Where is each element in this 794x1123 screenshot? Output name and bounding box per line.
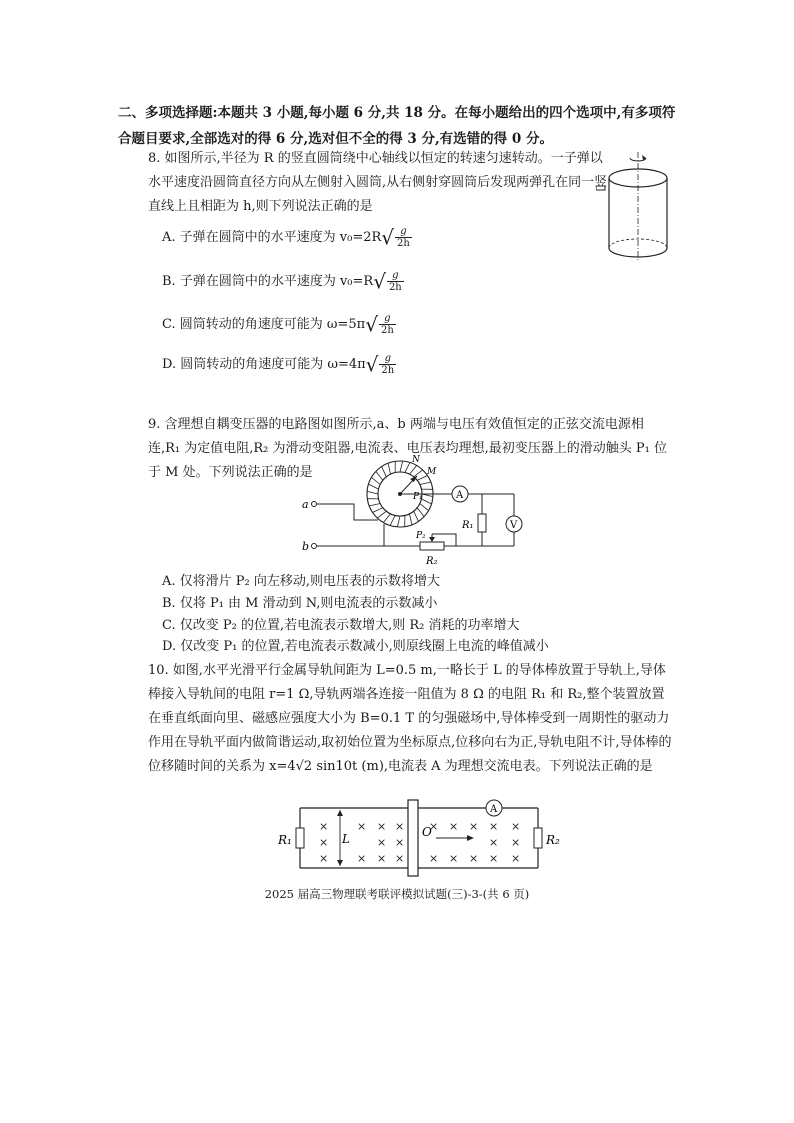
winding-turn — [420, 482, 431, 484]
rail-circuit-figure — [276, 796, 566, 878]
field-cross-icon: × — [377, 852, 387, 865]
option-9a[interactable]: A. 仅将滑片 P₂ 向左移动,则电压表的示数将增大 — [162, 574, 441, 589]
page-footer: 2025 届高三物理联考联评模拟试题(三)-3-(共 6 页) — [264, 887, 530, 901]
field-cross-icon: × — [357, 820, 367, 833]
svg-text:P₂: P₂ — [416, 531, 426, 541]
option-9c[interactable]: C. 仅改变 P₂ 的位置,若电流表示数增大,则 R₂ 消耗的功率增大 — [162, 618, 520, 633]
winding-turn — [405, 463, 410, 473]
winding-turn — [417, 476, 427, 481]
svg-text:R₂: R₂ — [546, 833, 560, 847]
field-cross-icon: × — [489, 852, 499, 865]
svg-text:R₂: R₂ — [426, 556, 438, 567]
winding-turn — [397, 516, 400, 527]
question-8-stem: 8. 如图所示,半径为 R 的竖直圆筒绕中心轴线以恒定的转速匀速转动。一子弹以水平速度沿圆筒直径方向从左侧射入圆筒,从右侧射穿圆筒后发现两弹孔在同一竖直线上且相距为 h,则下列说法正确的是 — [148, 151, 608, 214]
field-cross-icon: × — [377, 836, 387, 849]
field-cross-icon: × — [319, 836, 329, 849]
option-9d[interactable]: D. 仅改变 P₁ 的位置,若电流表示数减小,则原线圈上电流的峰值减小 — [162, 639, 549, 654]
winding-turn — [382, 467, 387, 477]
svg-text:P₁: P₁ — [413, 492, 423, 502]
svg-text:V: V — [510, 520, 518, 531]
field-cross-icon: × — [357, 852, 367, 865]
field-cross-icon: × — [511, 836, 521, 849]
svg-text:O: O — [422, 825, 432, 839]
field-cross-icon: × — [511, 852, 521, 865]
bullet — [596, 186, 605, 190]
field-cross-icon: × — [395, 852, 405, 865]
svg-text:R₁: R₁ — [462, 520, 474, 531]
winding-turn — [369, 484, 379, 489]
field-cross-icon: × — [449, 820, 459, 833]
field-cross-icon: × — [449, 852, 459, 865]
winding-turn — [410, 466, 417, 475]
field-cross-icon: × — [429, 820, 439, 833]
field-cross-icon: × — [319, 820, 329, 833]
cylinder-figure — [596, 148, 680, 264]
conductor-rod — [408, 800, 418, 876]
winding-turn — [376, 471, 383, 480]
winding-turn — [414, 470, 423, 477]
option-8c[interactable]: C. 圆筒转动的角速度可能为 ω=5π√ $\frac{g}{2h}$ — [162, 312, 394, 337]
question-10-stem: 10. 如图,水平光滑平行金属导轨间距为 L=0.5 m,一略长于 L 的导体棒放置于导轨上,导体棒接入导轨间的电阻 r=1 Ω,导轨两端各连接一阻值为 8 Ω 的电阻 R₁ 和 R₂,整个装置放置在垂直纸面向里、磁感应强度大小为 B=0.1 T 的匀强磁场中,导体棒受到一周期性的驱动力作用在导轨平面内做简谐运动,取初始位置为坐标原点,位移向右为正,导轨电阻不计,导体棒的位移随时间的关系为 x=4√2 sin10t (m),电流表 A 为理想交流电表。下列说法正确的是 — [148, 663, 672, 774]
field-cross-icon: × — [377, 820, 387, 833]
winding-turn — [367, 491, 378, 494]
svg-text:A: A — [490, 804, 498, 815]
winding-turn — [383, 514, 390, 523]
winding-turn — [421, 499, 431, 504]
field-cross-icon: × — [319, 852, 329, 865]
svg-text:R₁: R₁ — [278, 833, 292, 847]
resistor-r1 — [478, 514, 486, 532]
svg-text:L: L — [342, 832, 350, 846]
option-8b[interactable]: B. 子弹在圆筒中的水平速度为 v₀=R√ $\frac{g}{2h}$ — [162, 269, 402, 294]
winding-turn — [390, 515, 395, 525]
terminal-a — [312, 502, 317, 507]
field-cross-icon: × — [395, 820, 405, 833]
winding-turn — [417, 508, 424, 517]
winding-turn — [373, 508, 383, 513]
resistor-r2 — [420, 542, 444, 550]
svg-text:b: b — [302, 540, 310, 553]
svg-text:A: A — [456, 490, 464, 501]
winding-turn — [377, 511, 386, 518]
winding-turn — [414, 511, 419, 521]
winding-turn — [420, 504, 429, 511]
field-cross-icon: × — [489, 820, 499, 833]
field-cross-icon: × — [511, 820, 521, 833]
field-cross-icon: × — [395, 836, 405, 849]
transformer-circuit-figure — [296, 448, 536, 570]
option-8d[interactable]: D. 圆筒转动的角速度可能为 ω=4π√ $\frac{g}{2h}$ — [162, 352, 395, 377]
option-9b[interactable]: B. 仅将 P₁ 由 M 滑动到 N,则电流表的示数减小 — [162, 596, 438, 611]
field-cross-icon: × — [489, 836, 499, 849]
resistor-r1 — [296, 828, 304, 848]
winding-turn — [410, 514, 412, 525]
field-cross-icon: × — [429, 852, 439, 865]
field-cross-icon: × — [469, 852, 479, 865]
section-header: 二、多项选择题:本题共 3 小题,每小题 6 分,共 18 分。在每小题给出的四个选项中,有多项符合题目要求,全部选对的得 6 分,选对但不全的得 3 分,有选错的得 0 分。 — [118, 105, 676, 147]
option-8a[interactable]: A. 子弹在圆筒中的水平速度为 v₀=2R√ $\frac{g}{2h}$ — [162, 225, 410, 250]
svg-text:N: N — [412, 455, 420, 465]
winding-turn — [372, 477, 381, 484]
svg-text:a: a — [302, 498, 309, 511]
terminal-b — [312, 544, 317, 549]
winding-turn — [369, 504, 380, 506]
winding-turn — [400, 461, 403, 472]
resistor-r2 — [534, 828, 542, 848]
field-cross-icon: × — [469, 820, 479, 833]
svg-text:M: M — [427, 467, 437, 477]
winding-turn — [388, 463, 390, 474]
question-9-stem: 9. 含理想自耦变压器的电路图如图所示,a、b 两端与电压有效值恒定的正弦交流电源相连,R₁ 为定值电阻,R₂ 为滑动变阻器,电流表、电压表均理想,最初变压器上的滑动触头 P₁ 位于 M 处。下列说法正确的是 — [148, 417, 668, 480]
